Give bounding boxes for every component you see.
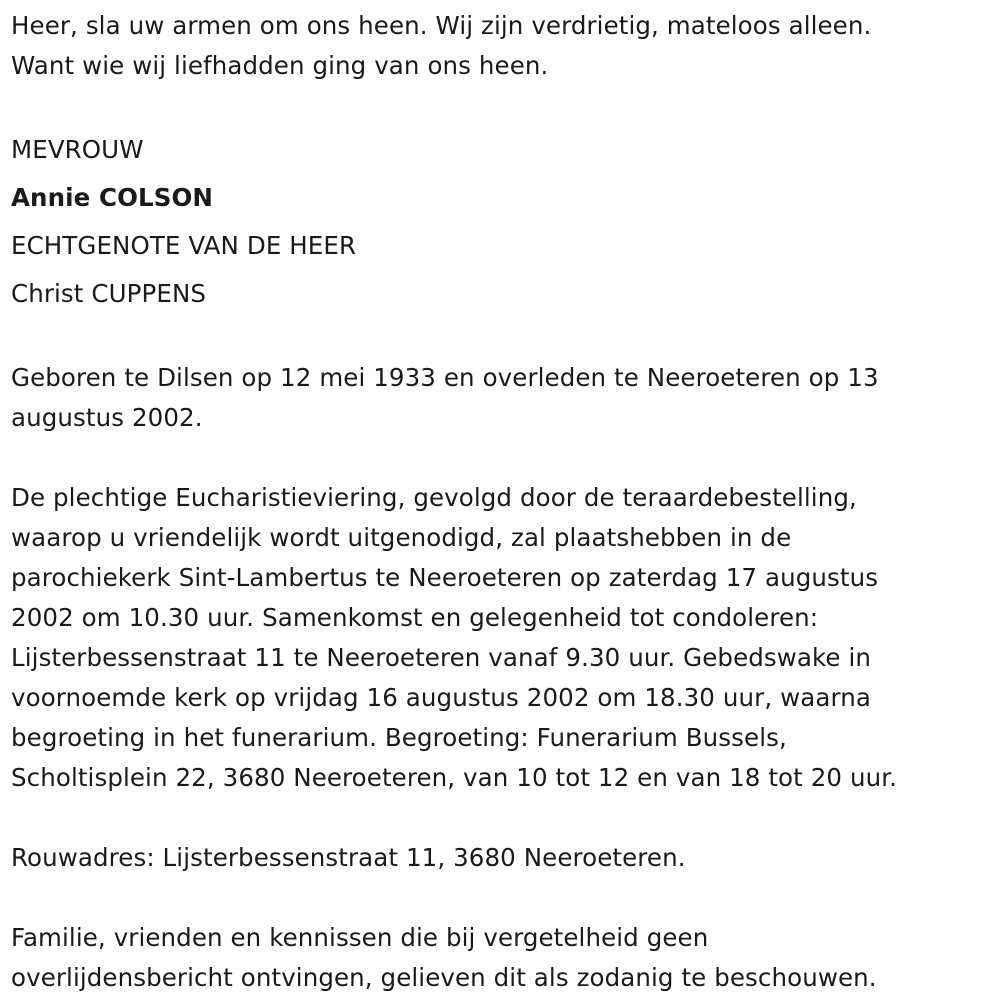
spacer [11, 878, 996, 918]
deceased-name: Annie COLSON [11, 183, 213, 212]
ceremony-line: 2002 om 10.30 uur. Samenkomst en gelegenheid tot condoleren: [11, 603, 819, 632]
birth-death-line-1: Geboren te Dilsen op 12 mei 1933 en overleden te Neeroeteren op 13 [11, 363, 879, 392]
salutation: MEVROUW [11, 135, 144, 164]
ceremony-line: parochiekerk Sint-Lambertus te Neeroeteren op zaterdag 17 augustus [11, 563, 879, 592]
ceremony-section [11, 478, 996, 798]
spacer [11, 438, 996, 478]
verse-line-2: Want wie wij liefhadden ging van ons heen. [11, 51, 549, 80]
spacer [11, 798, 996, 838]
ceremony-line: Scholtisplein 22, 3680 Neeroeteren, van 10 tot 12 en van 18 tot 20 uur. [11, 763, 898, 792]
mourning-address: Rouwadres: Lijsterbessenstraat 11, 3680 Neeroeteren. [11, 843, 686, 872]
birth-death-line-2: augustus 2002. [11, 403, 203, 432]
verse-line-1: Heer, sla uw armen om ons heen. Wij zijn verdrietig, mateloos alleen. [11, 11, 872, 40]
ceremony-line: waarop u vriendelijk wordt uitgenodigd, zal plaatshebben in de [11, 523, 792, 552]
closing-line-2: overlijdensbericht ontvingen, gelieven dit als zodanig te beschouwen. [11, 963, 877, 992]
birth-death-section [11, 358, 996, 438]
closing-section [11, 918, 996, 998]
verse-section [11, 6, 996, 86]
closing-line-1: Familie, vrienden en kennissen die bij vergetelheid geen [11, 923, 709, 952]
spacer [11, 318, 996, 358]
obituary-notice [11, 6, 996, 998]
ceremony-line: begroeting in het funerarium. Begroeting: Funerarium Bussels, [11, 723, 787, 752]
spacer [11, 86, 996, 126]
ceremony-line: voornoemde kerk op vrijdag 16 augustus 2002 om 18.30 uur, waarna [11, 683, 871, 712]
spouse-name: Christ CUPPENS [11, 279, 207, 308]
ceremony-line: De plechtige Eucharistieviering, gevolgd door de teraardebestelling, [11, 483, 857, 512]
deceased-section [11, 126, 996, 318]
relation: ECHTGENOTE VAN DE HEER [11, 231, 357, 260]
ceremony-line: Lijsterbessenstraat 11 te Neeroeteren vanaf 9.30 uur. Gebedswake in [11, 643, 872, 672]
